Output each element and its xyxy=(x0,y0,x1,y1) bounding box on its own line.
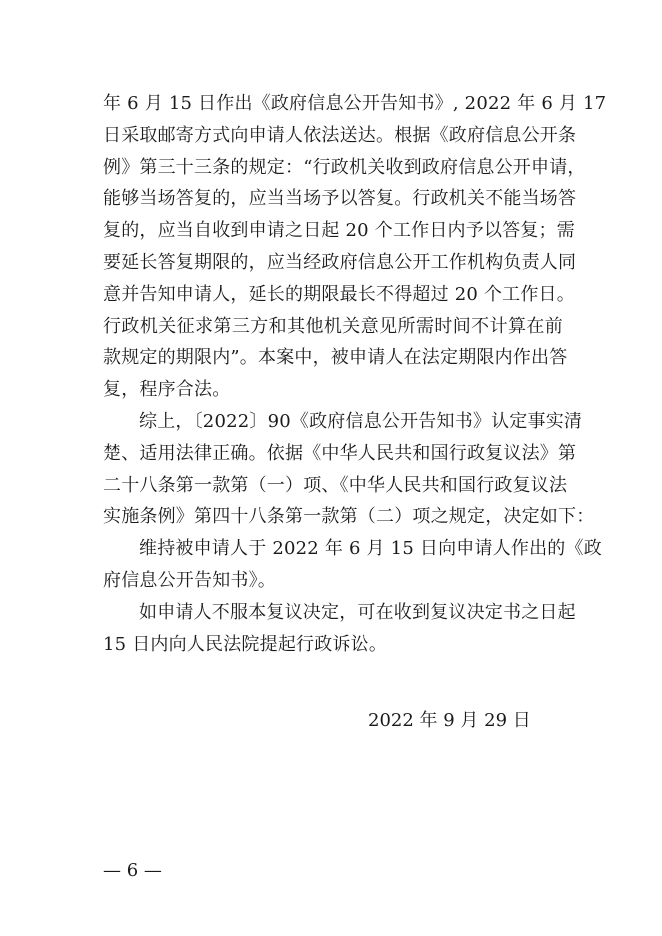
paragraph-1-line-3: 例》第三十三条的规定：“行政机关收到政府信息公开申请， xyxy=(103,156,586,178)
paragraph-1-line-6: 要延长答复期限的，应当经政府信息公开工作机构负责人同 xyxy=(103,251,577,273)
paragraph-1-line-4: 能够当场答复的，应当当场予以答复。行政机关不能当场答 xyxy=(103,188,577,210)
paragraph-4-line-1: 如申请人不服本复议决定，可在收到复议决定书之日起 xyxy=(139,601,576,623)
document-body xyxy=(103,88,607,660)
paragraph-1-line-5: 复的，应当自收到申请之日起 20 个工作日内予以答复；需 xyxy=(103,220,575,242)
paragraph-3-line-1: 维持被申请人于 2022 年 6 月 15 日向申请人作出的《政 xyxy=(139,538,602,560)
paragraph-1-line-9: 款规定的期限内”。本案中，被申请人在法定期限内作出答 xyxy=(103,347,568,369)
paragraph-1-line-1: 年 6 月 15 日作出《政府信息公开告知书》, 2022 年 6 月 17 xyxy=(103,93,607,114)
paragraph-2-line-2: 楚、适用法律正确。依据《中华人民共和国行政复议法》第 xyxy=(103,442,577,464)
paragraph-4-line-2: 15 日内向人民法院提起行政诉讼。 xyxy=(103,633,388,655)
decision-date: 2022 年 9 月 29 日 xyxy=(368,710,531,731)
paragraph-1-line-10: 复，程序合法。 xyxy=(103,379,231,401)
paragraph-2-line-4: 实施条例》第四十八条第一款第（二）项之规定，决定如下： xyxy=(103,506,595,528)
paragraph-1-line-7: 意并告知申请人，延长的期限最长不得超过 20 个工作日。 xyxy=(103,283,575,305)
page-number: — 6 — xyxy=(103,860,162,881)
paragraph-1-line-8: 行政机关征求第三方和其他机关意见所需时间不计算在前 xyxy=(103,315,563,337)
paragraph-3-line-2: 府信息公开告知书》。 xyxy=(103,569,276,591)
paragraph-1-line-2: 日采取邮寄方式向申请人依法送达。根据《政府信息公开条 xyxy=(103,124,577,146)
paragraph-2-line-1: 综上，〔2022〕90《政府信息公开告知书》认定事实清 xyxy=(139,410,583,432)
paragraph-2-line-3: 二十八条第一款第（一）项、《中华人民共和国行政复议法 xyxy=(103,474,568,496)
